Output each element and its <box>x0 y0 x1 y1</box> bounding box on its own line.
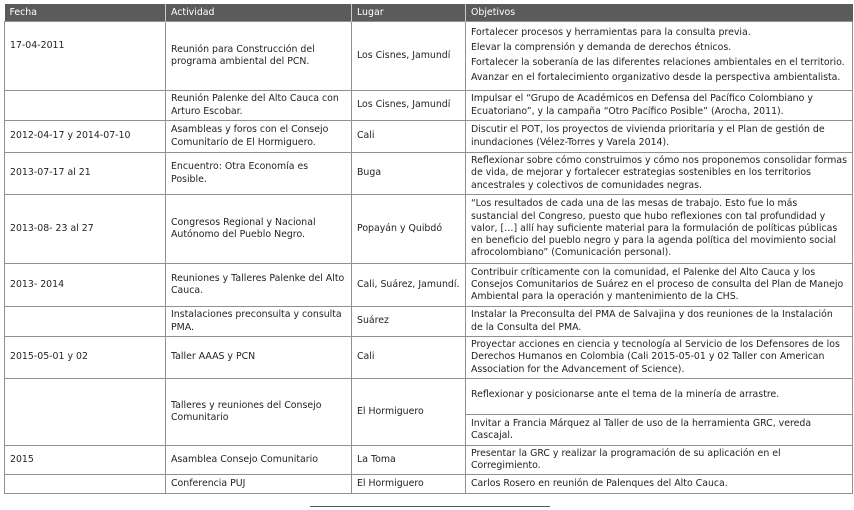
cell-actividad: Reunión para Construcción del programa ambiental del PCN. <box>166 22 352 91</box>
objective-item: Fortalecer procesos y herramientas para la consulta previa. <box>471 26 751 38</box>
cell-fecha <box>5 379 166 446</box>
objective-item: Reflexionar y posicionarse ante el tema de la minería de arrastre. <box>471 389 780 400</box>
header-objetivos: Objetivos <box>466 4 853 22</box>
cell-objetivos <box>466 379 853 446</box>
cell-fecha: 2015 <box>5 445 166 474</box>
cell-actividad: Congresos Regional y Nacional Autónomo del Pueblo Negro. <box>166 195 352 264</box>
cell-fecha: 17-04-2011 <box>5 22 166 91</box>
objective-item: Elevar la comprensión y demanda de derechos étnicos. <box>471 41 732 53</box>
table-header-row <box>5 4 853 22</box>
cell-actividad: Instalaciones preconsulta y consulta PMA. <box>166 307 352 337</box>
cell-actividad: Taller AAAS y PCN <box>166 337 352 379</box>
table-row <box>5 91 853 121</box>
objective-item: Avanzar en el fortalecimiento organizativo desde la perspectiva ambientalista. <box>471 72 841 84</box>
cell-fecha <box>5 91 166 121</box>
cell-actividad: Asamblea Consejo Comunitario <box>166 445 352 474</box>
cell-lugar: Cali <box>352 337 466 379</box>
cell-objetivos: Proyectar acciones en ciencia y tecnología al Servicio de los Defensores de los Derechos Humanos en Colombia (Cali 2015-05-01 y 02 Taller con American Association for the Advancement of Science). <box>466 337 853 379</box>
objective-item: Invitar a Francia Márquez al Taller de uso de la herramienta GRC, vereda Cascajal. <box>466 414 852 442</box>
bottom-divider <box>310 506 550 507</box>
cell-fecha: 2012-04-17 y 2014-07-10 <box>5 121 166 153</box>
cell-objetivos: Impulsar el “Grupo de Académicos en Defensa del Pacífico Colombiano y Ecuatoriano”, y la campaña “Otro Pacífico Posible” (Arocha, 2011). <box>466 91 853 121</box>
cell-objetivos: Reflexionar sobre cómo construimos y cómo nos proponemos consolidar formas de vida, de mejorar y fortalecer estrategias sostenibles en los territorios ancestrales y colectivos de comunidades negras. <box>466 153 853 195</box>
cell-actividad: Reunión Palenke del Alto Cauca con Arturo Escobar. <box>166 91 352 121</box>
table-row <box>5 195 853 264</box>
table-row <box>5 153 853 195</box>
table-row <box>5 337 853 379</box>
table-row <box>5 475 853 494</box>
cell-lugar: La Toma <box>352 445 466 474</box>
cell-fecha <box>5 475 166 494</box>
table-row <box>5 379 853 446</box>
cell-actividad: Reuniones y Talleres Palenke del Alto Cauca. <box>166 264 352 307</box>
cell-lugar: Popayán y Quibdó <box>352 195 466 264</box>
cell-fecha: 2013-07-17 al 21 <box>5 153 166 195</box>
header-lugar: Lugar <box>352 4 466 22</box>
cell-lugar: El Hormiguero <box>352 475 466 494</box>
table-row <box>5 121 853 153</box>
cell-lugar: El Hormiguero <box>352 379 466 446</box>
cell-actividad: Encuentro: Otra Economía es Posible. <box>166 153 352 195</box>
table-row <box>5 445 853 474</box>
cell-objetivos: Carlos Rosero en reunión de Palenques del Alto Cauca. <box>466 475 853 494</box>
header-actividad: Actividad <box>166 4 352 22</box>
table-row <box>5 307 853 337</box>
table-row <box>5 264 853 307</box>
table-row <box>5 22 853 91</box>
cell-objetivos: Discutir el POT, los proyectos de vivienda prioritaria y el Plan de gestión de inundaciones (Vélez-Torres y Varela 2014). <box>466 121 853 153</box>
cell-actividad: Conferencia PUJ <box>166 475 352 494</box>
cell-lugar: Suárez <box>352 307 466 337</box>
cell-actividad: Talleres y reuniones del Consejo Comunitario <box>166 379 352 446</box>
objective-item: Fortalecer la soberanía de las diferentes relaciones ambientales en el territorio. <box>471 57 845 68</box>
cell-lugar: Cali, Suárez, Jamundí. <box>352 264 466 307</box>
cell-lugar: Buga <box>352 153 466 195</box>
cell-objetivos <box>466 22 853 91</box>
cell-lugar: Cali <box>352 121 466 153</box>
activities-table <box>4 4 853 494</box>
cell-lugar: Los Cisnes, Jamundí <box>352 91 466 121</box>
header-fecha: Fecha <box>5 4 166 22</box>
cell-fecha: 2013-08- 23 al 27 <box>5 195 166 264</box>
cell-fecha <box>5 307 166 337</box>
cell-objetivos: Presentar la GRC y realizar la programación de su aplicación en el Corregimiento. <box>466 445 853 474</box>
cell-fecha: 2015-05-01 y 02 <box>5 337 166 379</box>
cell-objetivos: Contribuir críticamente con la comunidad, el Palenke del Alto Cauca y los Consejos Comunitarios de Suárez en el proceso de consulta del Plan de Manejo Ambiental para la operación y mantenimiento de la CHS. <box>466 264 853 307</box>
cell-lugar: Los Cisnes, Jamundí <box>352 22 466 91</box>
cell-actividad: Asambleas y foros con el Consejo Comunitario de El Hormiguero. <box>166 121 352 153</box>
cell-fecha: 2013- 2014 <box>5 264 166 307</box>
cell-objetivos: Instalar la Preconsulta del PMA de Salvajina y dos reuniones de la Instalación de la Consulta del PMA. <box>466 307 853 337</box>
cell-objetivos: “Los resultados de cada una de las mesas de trabajo. Esto fue lo más sustancial del Congreso, puesto que hubo reflexiones con tal profundidad y valor, […] allí hay suficiente material para la formulación de políticas públicas en beneficio del pueblo negro y para la agenda política del movimiento social afrocolombiano” (Comunicación personal). <box>466 195 853 264</box>
